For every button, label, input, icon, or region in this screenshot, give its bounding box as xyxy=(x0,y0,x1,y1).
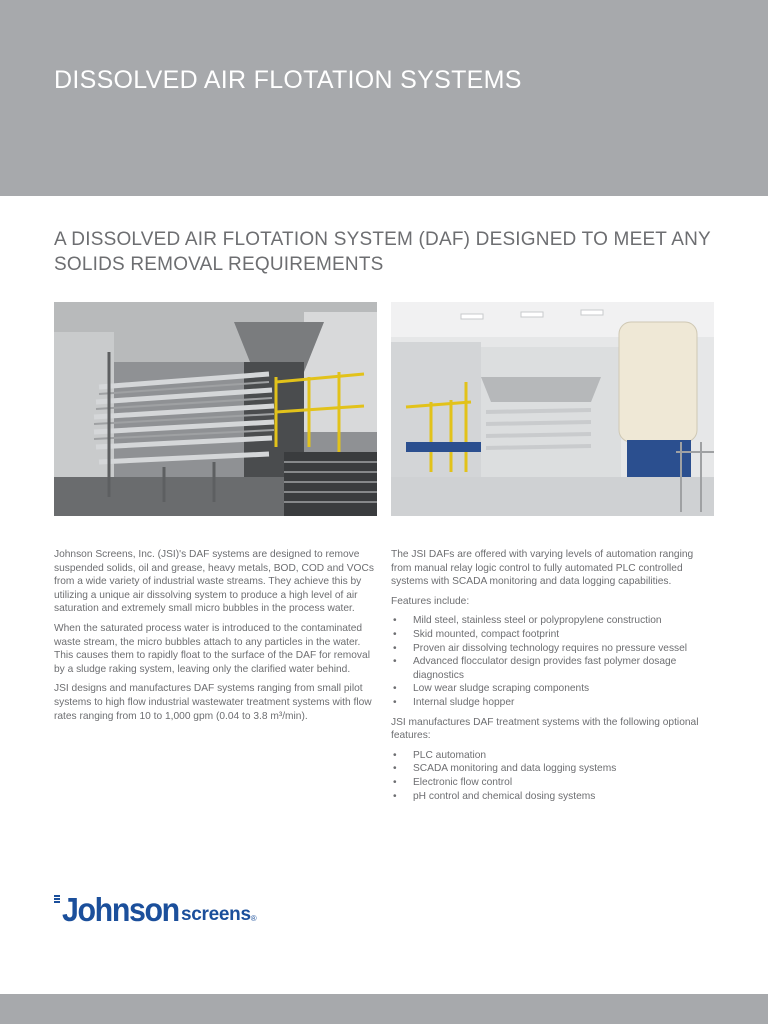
bullet-icon: • xyxy=(393,776,397,788)
logo-wordmark-johnson: Johnson xyxy=(62,891,179,928)
list-item: • PLC automation xyxy=(393,749,487,761)
bullet-icon: • xyxy=(393,615,397,627)
logo-mark-icon xyxy=(54,895,60,904)
daf-equipment-photo-icon xyxy=(54,302,377,516)
range-paragraph: JSI designs and manufactures DAF systems ranging from small pilot systems to high flow industrial wastewater treatment systems with flow rates ranging from 10 to 1,000 gpm (0.04 to 3.8 m³/min). xyxy=(54,683,372,722)
list-item: • Electronic flow control xyxy=(393,776,513,788)
left-text-column xyxy=(54,548,376,729)
right-text-column xyxy=(391,548,713,809)
bullet-icon: • xyxy=(393,642,397,654)
bullet-icon: • xyxy=(393,628,397,640)
list-item: • pH control and chemical dosing systems xyxy=(393,790,596,802)
daf-installation-photo xyxy=(391,302,714,516)
bullet-icon: • xyxy=(393,749,397,761)
list-item: • Internal sludge hopper xyxy=(393,696,515,708)
bullet-icon: • xyxy=(393,656,397,668)
intro-paragraph: Johnson Screens, Inc. (JSI)'s DAF systems are designed to remove suspended solids, oil and grease, heavy metals, BOD, COD and VOCs from a wide variety of industrial waste streams. They achieve this by utilizing a unique air dissolving system to produce a high level of air saturation and extremely small micro bubbles in the process water. xyxy=(54,549,374,615)
registered-mark: ® xyxy=(250,914,257,923)
daf-installation-photo-icon xyxy=(391,302,714,516)
list-item: • Proven air dissolving technology requires no pressure vessel xyxy=(393,642,688,654)
optional-features-label: JSI manufactures DAF treatment systems with the following optional features: xyxy=(391,716,699,742)
list-item: • Skid mounted, compact footprint xyxy=(393,628,560,640)
bullet-icon: • xyxy=(393,696,397,708)
footer-band xyxy=(0,994,768,1024)
list-item: • SCADA monitoring and data logging systems xyxy=(393,763,617,775)
daf-equipment-photo xyxy=(54,302,377,516)
process-paragraph: When the saturated process water is introduced to the contaminated waste stream, the micro bubbles attach to any particles in the water. This causes them to rapidly float to the surface of the DAF for removal by a sludge raking system, leaving only the clarified water behind. xyxy=(54,622,370,675)
optional-features-list xyxy=(391,749,713,803)
page-title: DISSOLVED AIR FLOTATION SYSTEMS xyxy=(54,66,522,94)
automation-paragraph: The JSI DAFs are offered with varying levels of automation ranging from manual relay logic control to fully automated PLC controlled systems with SCADA monitoring and data logging capabilities. xyxy=(391,549,694,588)
subtitle-heading: A DISSOLVED AIR FLOTATION SYSTEM (DAF) DESIGNED TO MEET ANY SOLIDS REMOVAL REQUIREMENTS xyxy=(54,229,711,275)
features-label: Features include: xyxy=(391,595,470,607)
johnson-screens-logo xyxy=(54,890,257,930)
list-item: • Advanced flocculator design provides fast polymer dosage diagnostics xyxy=(393,656,677,681)
list-item: • Low wear sludge scraping components xyxy=(393,683,590,695)
bullet-icon: • xyxy=(393,790,397,802)
logo-wordmark-screens: screens xyxy=(181,904,251,925)
bullet-icon: • xyxy=(393,683,397,695)
features-list xyxy=(391,614,713,709)
list-item: • Mild steel, stainless steel or polypropylene construction xyxy=(393,615,662,627)
header-band xyxy=(0,0,768,196)
bullet-icon: • xyxy=(393,763,397,775)
